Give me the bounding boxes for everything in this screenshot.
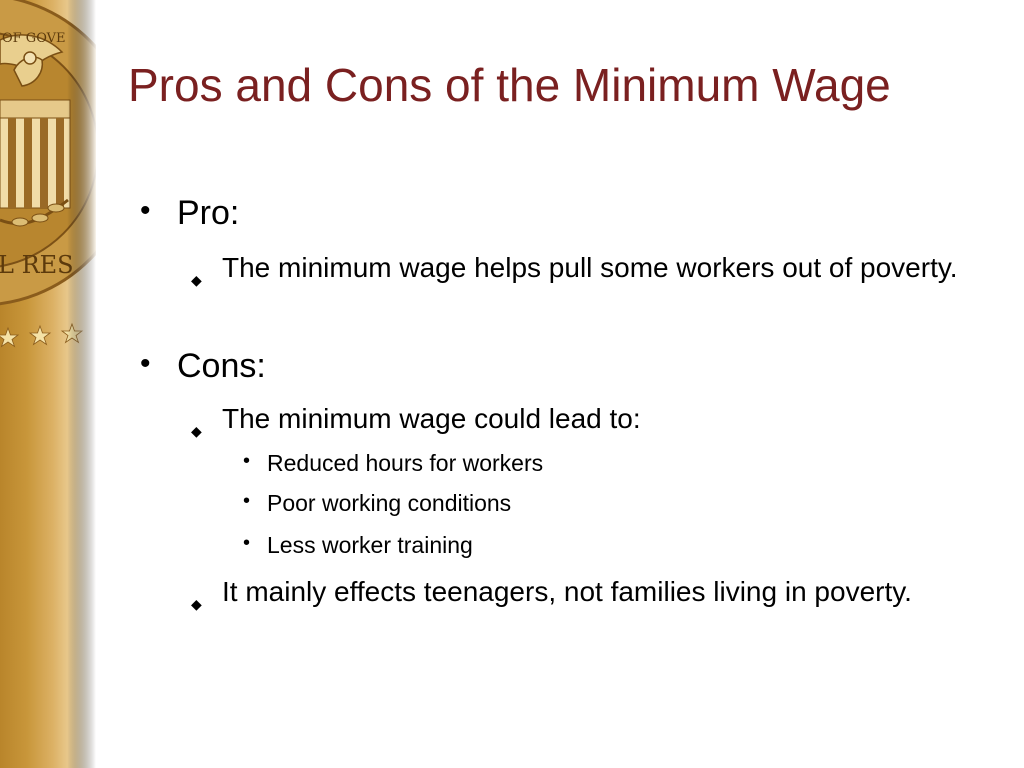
bullet-dot-icon: • <box>243 490 251 512</box>
sub-bullet-1-text: Reduced hours for workers <box>267 450 544 476</box>
bullet-dot-icon: • <box>140 194 151 227</box>
diamond-bullet-icon: ◆ <box>191 423 202 439</box>
bullet-dot-icon: • <box>243 532 251 554</box>
sub-bullet-1 <box>243 450 544 477</box>
bullet-cons-item-1 <box>191 401 972 439</box>
diamond-bullet-icon: ◆ <box>191 272 202 288</box>
bullet-pro <box>140 194 240 233</box>
bullet-cons-item-2-text: It mainly effects teenagers, not families living in poverty. <box>222 576 912 607</box>
bullet-cons-item-1-text: The minimum wage could lead to: <box>222 403 641 434</box>
sub-bullet-3 <box>243 532 473 559</box>
bullet-pro-heading: Pro: <box>177 194 240 232</box>
bullet-cons <box>140 347 266 386</box>
bullet-pro-item-text: The minimum wage helps pull some workers out of poverty. <box>222 252 958 283</box>
sub-bullet-2 <box>243 490 512 517</box>
diamond-bullet-icon: ◆ <box>191 596 202 612</box>
slide-title: Pros and Cons of the Minimum Wage <box>128 59 891 111</box>
federal-reserve-seal-image <box>0 0 96 768</box>
bullet-cons-item-2 <box>191 574 912 612</box>
bullet-pro-item <box>191 250 972 288</box>
sub-bullet-3-text: Less worker training <box>267 532 473 558</box>
bullet-dot-icon: • <box>243 450 251 472</box>
sub-bullet-2-text: Poor working conditions <box>267 490 512 516</box>
gold-seal-sidebar <box>0 0 96 768</box>
bullet-dot-icon: • <box>140 347 151 380</box>
bullet-cons-heading: Cons: <box>177 347 266 385</box>
